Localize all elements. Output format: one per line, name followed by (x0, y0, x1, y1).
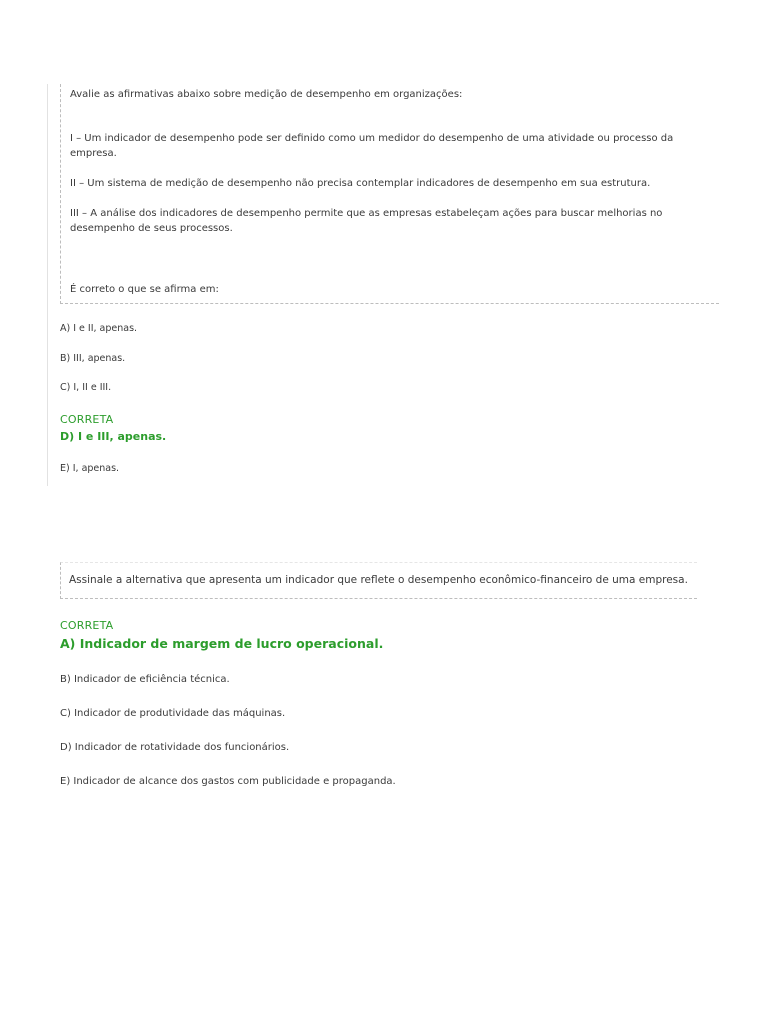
question-2-prompt: Assinale a alternativa que apresenta um indicador que reflete o desempenho econômico-financeiro de uma empresa. (69, 574, 688, 586)
question-1-option-e[interactable]: E) I, apenas. (60, 463, 120, 474)
question-1-option-b[interactable]: B) III, apenas. (60, 353, 126, 364)
question-1-option-a[interactable]: A) I e II, apenas. (60, 323, 138, 334)
question-1-statement-iii: III – A análise dos indicadores de desempenho permite que as empresas estabeleçam ações para buscar melhorias no desempenho de seus processos. (70, 208, 663, 234)
question-2-correct-label: CORRETA (60, 619, 114, 632)
question-2-option-c[interactable]: C) Indicador de produtividade das máquinas. (60, 708, 286, 719)
question-2-option-a-correct[interactable]: A) Indicador de margem de lucro operacional. (60, 636, 384, 651)
question-1-option-c[interactable]: C) I, II e III. (60, 382, 112, 393)
question-2-option-e[interactable]: E) Indicador de alcance dos gastos com publicidade e propaganda. (60, 776, 396, 787)
question-left-rule (47, 84, 48, 486)
question-2-option-d[interactable]: D) Indicador de rotatividade dos funcionários. (60, 742, 290, 753)
question-1-statement-ii: II – Um sistema de medição de desempenho não precisa contemplar indicadores de desempenho em sua estrutura. (70, 178, 651, 189)
question-1-statement-box (60, 84, 719, 304)
question-1-statement-i: I – Um indicador de desempenho pode ser definido como um medidor do desempenho de uma atividade ou processo da empresa. (70, 133, 674, 159)
question-1-prompt: Avalie as afirmativas abaixo sobre medição de desempenho em organizações: (70, 89, 463, 100)
question-2-option-b[interactable]: B) Indicador de eficiência técnica. (60, 674, 230, 685)
question-1-option-d-correct[interactable]: D) I e III, apenas. (60, 430, 167, 443)
question-1-closing: É correto o que se afirma em: (70, 284, 219, 295)
question-1-correct-label: CORRETA (60, 413, 114, 426)
question-2-statement-box (60, 562, 697, 599)
